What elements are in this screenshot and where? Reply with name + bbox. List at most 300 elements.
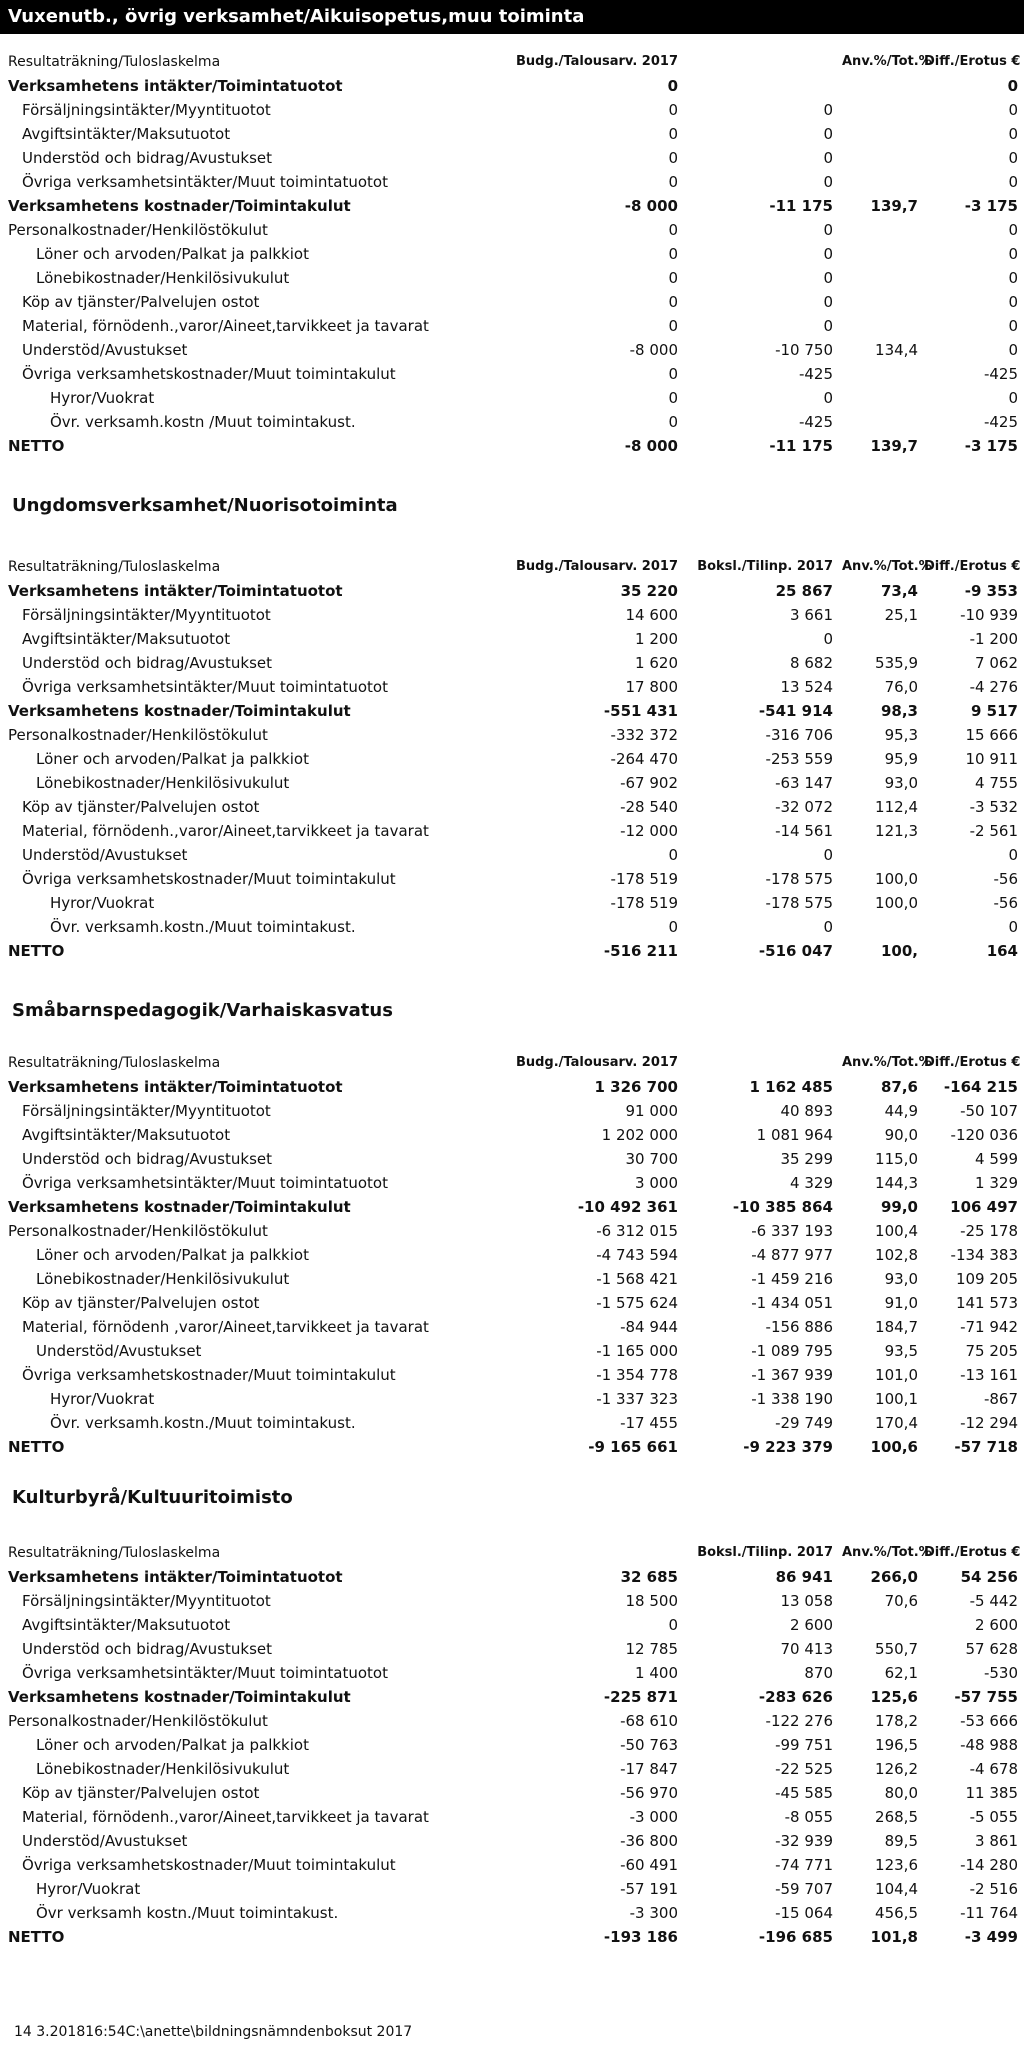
row-budget: 0 bbox=[667, 77, 678, 95]
row-diff: -4 678 bbox=[969, 1760, 1018, 1778]
table-row bbox=[0, 1195, 1024, 1219]
row-budget: 0 bbox=[668, 269, 678, 287]
row-diff: -3 175 bbox=[964, 437, 1018, 455]
row-diff: 4 599 bbox=[975, 1150, 1018, 1168]
row-diff: 0 bbox=[1008, 341, 1018, 359]
col-diff-header: Diff./Erotus € bbox=[924, 54, 1021, 69]
row-diff: -134 383 bbox=[950, 1246, 1018, 1264]
row-label: Övriga verksamhetsintäkter/Muut toimintatuotot bbox=[22, 1664, 388, 1682]
col-actual-header: Boksl./Tilinp. 2017 bbox=[697, 559, 833, 574]
table-header-row bbox=[0, 555, 1024, 579]
row-actual: 35 299 bbox=[780, 1150, 833, 1168]
row-diff: -57 718 bbox=[954, 1438, 1018, 1456]
row-actual: 0 bbox=[823, 389, 833, 407]
row-budget: -6 312 015 bbox=[596, 1222, 678, 1240]
row-diff: -530 bbox=[983, 1664, 1018, 1682]
row-pct: 62,1 bbox=[884, 1664, 918, 1682]
row-label: Hyror/Vuokrat bbox=[50, 894, 155, 912]
row-label: Verksamhetens intäkter/Toimintatuotot bbox=[8, 582, 343, 600]
row-diff: -56 bbox=[993, 870, 1018, 888]
row-diff: 15 666 bbox=[965, 726, 1018, 744]
row-pct: 25,1 bbox=[884, 606, 918, 624]
row-diff: 106 497 bbox=[950, 1198, 1018, 1216]
row-actual: -1 434 051 bbox=[751, 1294, 833, 1312]
row-label: Köp av tjänster/Palvelujen ostot bbox=[22, 1784, 260, 1802]
row-diff: 0 bbox=[1008, 173, 1018, 191]
row-pct: 90,0 bbox=[884, 1126, 918, 1144]
row-pct: 70,6 bbox=[884, 1592, 918, 1610]
row-label: Övr. verksamh.kostn /Muut toimintakust. bbox=[50, 413, 356, 431]
row-diff: 0 bbox=[1008, 125, 1018, 143]
row-budget: -9 165 661 bbox=[588, 1438, 678, 1456]
row-diff: 9 517 bbox=[971, 702, 1018, 720]
table-row bbox=[0, 1099, 1024, 1123]
section-kultur-table bbox=[0, 1541, 1024, 1949]
row-actual: 70 413 bbox=[780, 1640, 833, 1658]
row-label: Övriga verksamhetskostnader/Muut toimintakulut bbox=[22, 870, 396, 888]
row-diff: -56 bbox=[993, 894, 1018, 912]
row-label: Köp av tjänster/Palvelujen ostot bbox=[22, 293, 260, 311]
row-diff: -48 988 bbox=[960, 1736, 1018, 1754]
row-budget: 1 202 000 bbox=[601, 1126, 678, 1144]
row-label: Avgiftsintäkter/Maksutuotot bbox=[22, 125, 231, 143]
row-actual: 2 600 bbox=[790, 1616, 833, 1634]
row-budget: -36 800 bbox=[620, 1832, 678, 1850]
row-actual: 86 941 bbox=[775, 1568, 833, 1586]
row-budget: 1 200 bbox=[635, 630, 678, 648]
row-actual: -10 385 864 bbox=[732, 1198, 833, 1216]
row-diff: 141 573 bbox=[955, 1294, 1018, 1312]
row-pct: 100,0 bbox=[875, 894, 918, 912]
row-budget: 91 000 bbox=[625, 1102, 678, 1120]
table-row bbox=[0, 386, 1024, 410]
col-pct-header: Anv.%/Tot.% bbox=[842, 1545, 932, 1560]
row-budget: 14 600 bbox=[625, 606, 678, 624]
row-actual: 870 bbox=[804, 1664, 833, 1682]
table-row bbox=[0, 891, 1024, 915]
table-row bbox=[0, 170, 1024, 194]
row-pct: 73,4 bbox=[880, 582, 918, 600]
row-budget: -178 519 bbox=[610, 894, 678, 912]
row-label: Köp av tjänster/Palvelujen ostot bbox=[22, 798, 260, 816]
row-label: Understöd/Avustukset bbox=[36, 1342, 202, 1360]
row-diff: -10 939 bbox=[960, 606, 1018, 624]
table-row bbox=[0, 1781, 1024, 1805]
row-pct: 101,0 bbox=[875, 1366, 918, 1384]
row-label: Löner och arvoden/Palkat ja palkkiot bbox=[36, 1246, 309, 1264]
row-pct: 95,9 bbox=[884, 750, 918, 768]
row-actual: 0 bbox=[823, 101, 833, 119]
col-budget-header: Budg./Talousarv. 2017 bbox=[515, 559, 678, 574]
row-actual: -1 089 795 bbox=[751, 1342, 833, 1360]
row-actual: -14 561 bbox=[775, 822, 833, 840]
row-actual: -541 914 bbox=[758, 702, 833, 720]
row-actual: 3 661 bbox=[790, 606, 833, 624]
row-diff: 1 329 bbox=[975, 1174, 1018, 1192]
row-diff: 0 bbox=[1008, 918, 1018, 936]
row-actual: -11 175 bbox=[769, 437, 833, 455]
row-diff: -25 178 bbox=[960, 1222, 1018, 1240]
table-row bbox=[0, 1757, 1024, 1781]
row-label: Understöd/Avustukset bbox=[22, 846, 188, 864]
row-diff: 57 628 bbox=[965, 1640, 1018, 1658]
table-row bbox=[0, 1661, 1024, 1685]
row-label: Personalkostnader/Henkilöstökulut bbox=[8, 221, 268, 239]
row-budget: -68 610 bbox=[620, 1712, 678, 1730]
row-pct: 93,5 bbox=[884, 1342, 918, 1360]
table-row bbox=[0, 122, 1024, 146]
row-diff: 0 bbox=[1008, 293, 1018, 311]
row-pct: 196,5 bbox=[875, 1736, 918, 1754]
row-budget: 0 bbox=[668, 221, 678, 239]
row-label: Övr. verksamh.kostn./Muut toimintakust. bbox=[50, 918, 356, 936]
row-actual: -8 055 bbox=[784, 1808, 833, 1826]
row-label: Försäljningsintäkter/Myyntituotot bbox=[22, 101, 271, 119]
row-actual: -63 147 bbox=[775, 774, 833, 792]
row-budget: 0 bbox=[668, 149, 678, 167]
row-diff: 0 bbox=[1008, 221, 1018, 239]
netto-row bbox=[0, 434, 1024, 458]
row-actual: -1 459 216 bbox=[751, 1270, 833, 1288]
row-label: Verksamhetens intäkter/Toimintatuotot bbox=[8, 1078, 343, 1096]
table-row bbox=[0, 819, 1024, 843]
row-actual: 4 329 bbox=[790, 1174, 833, 1192]
header-band bbox=[0, 0, 1024, 34]
table-row bbox=[0, 194, 1024, 218]
row-budget: 32 685 bbox=[620, 1568, 678, 1586]
row-actual: -9 223 379 bbox=[743, 1438, 833, 1456]
row-label: Verksamhetens intäkter/Toimintatuotot bbox=[8, 77, 343, 95]
table-row bbox=[0, 627, 1024, 651]
row-pct: 91,0 bbox=[884, 1294, 918, 1312]
row-diff: -425 bbox=[983, 365, 1018, 383]
row-pct: 178,2 bbox=[875, 1712, 918, 1730]
col-diff-header: Diff./Erotus € bbox=[924, 1055, 1021, 1070]
row-diff: -164 215 bbox=[943, 1078, 1018, 1096]
row-diff: 75 205 bbox=[965, 1342, 1018, 1360]
row-actual: 0 bbox=[823, 269, 833, 287]
row-budget: -56 970 bbox=[620, 1784, 678, 1802]
table-row bbox=[0, 338, 1024, 362]
row-budget: -8 000 bbox=[624, 437, 678, 455]
row-budget: -57 191 bbox=[620, 1880, 678, 1898]
row-pct: 80,0 bbox=[884, 1784, 918, 1802]
row-actual: -4 877 977 bbox=[751, 1246, 833, 1264]
row-label: Övr. verksamh.kostn./Muut toimintakust. bbox=[50, 1414, 356, 1432]
row-actual: -32 939 bbox=[775, 1832, 833, 1850]
row-label: Verksamhetens kostnader/Toimintakulut bbox=[8, 702, 351, 720]
row-label: NETTO bbox=[8, 942, 65, 960]
row-budget: -17 847 bbox=[620, 1760, 678, 1778]
row-label: Övriga verksamhetsintäkter/Muut toimintatuotot bbox=[22, 1174, 388, 1192]
row-label: Personalkostnader/Henkilöstökulut bbox=[8, 1712, 268, 1730]
row-budget: -1 165 000 bbox=[596, 1342, 678, 1360]
netto-row bbox=[0, 1925, 1024, 1949]
row-label: Försäljningsintäkter/Myyntituotot bbox=[22, 1102, 271, 1120]
row-pct: 268,5 bbox=[875, 1808, 918, 1826]
row-label: NETTO bbox=[8, 1438, 65, 1456]
row-budget: 3 000 bbox=[635, 1174, 678, 1192]
row-pct: 100,4 bbox=[875, 1222, 918, 1240]
row-budget: -1 575 624 bbox=[596, 1294, 678, 1312]
row-budget: -50 763 bbox=[620, 1736, 678, 1754]
table-row bbox=[0, 1685, 1024, 1709]
row-budget: 0 bbox=[668, 1616, 678, 1634]
row-actual: -59 707 bbox=[775, 1880, 833, 1898]
row-pct: 87,6 bbox=[880, 1078, 918, 1096]
row-label: Verksamhetens kostnader/Toimintakulut bbox=[8, 197, 351, 215]
table-row bbox=[0, 1339, 1024, 1363]
table-row bbox=[0, 723, 1024, 747]
col-budget-header: Budg./Talousarv. 2017 bbox=[515, 1055, 678, 1070]
row-actual: 0 bbox=[823, 221, 833, 239]
row-budget: 1 400 bbox=[635, 1664, 678, 1682]
row-label: Understöd/Avustukset bbox=[22, 1832, 188, 1850]
row-label: Övriga verksamhetsintäkter/Muut toimintatuotot bbox=[22, 173, 388, 191]
row-pct: 134,4 bbox=[875, 341, 918, 359]
row-diff: -57 755 bbox=[954, 1688, 1018, 1706]
row-budget: -3 000 bbox=[629, 1808, 678, 1826]
table-row bbox=[0, 675, 1024, 699]
row-label: Hyror/Vuokrat bbox=[50, 389, 155, 407]
table-row bbox=[0, 362, 1024, 386]
row-budget: -84 944 bbox=[620, 1318, 678, 1336]
row-pct: 100,1 bbox=[875, 1390, 918, 1408]
section-title: Kulturbyrå/Kultuuritoimisto bbox=[12, 1487, 293, 1508]
row-label: Understöd och bidrag/Avustukset bbox=[22, 1150, 272, 1168]
row-label: Material, förnödenh.,varor/Aineet,tarvikkeet ja tavarat bbox=[22, 317, 429, 335]
table-row bbox=[0, 1411, 1024, 1435]
row-diff: -9 353 bbox=[964, 582, 1018, 600]
row-budget: -332 372 bbox=[610, 726, 678, 744]
table-header-row bbox=[0, 1541, 1024, 1565]
table-row bbox=[0, 1315, 1024, 1339]
row-diff: 0 bbox=[1007, 77, 1018, 95]
table-row bbox=[0, 1733, 1024, 1757]
row-budget: -12 000 bbox=[620, 822, 678, 840]
row-pct: 104,4 bbox=[875, 1880, 918, 1898]
row-budget: 1 326 700 bbox=[594, 1078, 678, 1096]
table-row bbox=[0, 651, 1024, 675]
row-actual: -196 685 bbox=[758, 1928, 833, 1946]
col-label-header: Resultaträkning/Tuloslaskelma bbox=[8, 559, 221, 575]
row-actual: 40 893 bbox=[780, 1102, 833, 1120]
row-budget: 18 500 bbox=[625, 1592, 678, 1610]
row-diff: 2 600 bbox=[975, 1616, 1018, 1634]
row-diff: 0 bbox=[1008, 245, 1018, 263]
row-actual: -253 559 bbox=[765, 750, 833, 768]
row-actual: -32 072 bbox=[775, 798, 833, 816]
row-actual: 25 867 bbox=[775, 582, 833, 600]
row-label: Övriga verksamhetskostnader/Muut toimintakulut bbox=[22, 1366, 396, 1384]
col-diff-header: Diff./Erotus € bbox=[924, 1545, 1021, 1560]
row-actual: 0 bbox=[823, 245, 833, 263]
page-title: Vuxenutb., övrig verksamhet/Aikuisopetus,muu toiminta bbox=[8, 6, 585, 27]
row-diff: -425 bbox=[983, 413, 1018, 431]
table-row bbox=[0, 1387, 1024, 1411]
row-diff: 164 bbox=[986, 942, 1018, 960]
row-budget: -1 568 421 bbox=[596, 1270, 678, 1288]
row-budget: 0 bbox=[668, 365, 678, 383]
row-label: Löner och arvoden/Palkat ja palkkiot bbox=[36, 750, 309, 768]
row-budget: 0 bbox=[668, 173, 678, 191]
row-label: Personalkostnader/Henkilöstökulut bbox=[8, 1222, 268, 1240]
row-label: Material, förnödenh.,varor/Aineet,tarvikkeet ja tavarat bbox=[22, 822, 429, 840]
row-pct: 144,3 bbox=[875, 1174, 918, 1192]
row-label: Försäljningsintäkter/Myyntituotot bbox=[22, 1592, 271, 1610]
row-diff: 3 861 bbox=[975, 1832, 1018, 1850]
table-row bbox=[0, 1565, 1024, 1589]
table-row bbox=[0, 867, 1024, 891]
col-label-header: Resultaträkning/Tuloslaskelma bbox=[8, 54, 221, 70]
row-diff: -1 200 bbox=[969, 630, 1018, 648]
table-row bbox=[0, 1075, 1024, 1099]
section-vuxenutb-table bbox=[0, 50, 1024, 458]
row-actual: -122 276 bbox=[765, 1712, 833, 1730]
row-diff: -867 bbox=[983, 1390, 1018, 1408]
table-row bbox=[0, 74, 1024, 98]
row-actual: 0 bbox=[823, 317, 833, 335]
row-budget: 0 bbox=[668, 101, 678, 119]
row-actual: 0 bbox=[823, 918, 833, 936]
row-budget: -225 871 bbox=[603, 1688, 678, 1706]
row-budget: -4 743 594 bbox=[596, 1246, 678, 1264]
row-actual: 0 bbox=[823, 630, 833, 648]
table-row bbox=[0, 242, 1024, 266]
row-actual: -11 175 bbox=[769, 197, 833, 215]
row-budget: 0 bbox=[668, 918, 678, 936]
netto-row bbox=[0, 939, 1024, 963]
row-actual: 8 682 bbox=[790, 654, 833, 672]
row-pct: 184,7 bbox=[875, 1318, 918, 1336]
row-pct: 126,2 bbox=[875, 1760, 918, 1778]
table-row bbox=[0, 579, 1024, 603]
row-actual: -22 525 bbox=[775, 1760, 833, 1778]
row-budget: -8 000 bbox=[629, 341, 678, 359]
table-row bbox=[0, 266, 1024, 290]
row-label: Avgiftsintäkter/Maksutuotot bbox=[22, 1616, 231, 1634]
row-budget: -264 470 bbox=[610, 750, 678, 768]
row-actual: -156 886 bbox=[765, 1318, 833, 1336]
row-label: Övriga verksamhetskostnader/Muut toimintakulut bbox=[22, 1856, 396, 1874]
row-actual: -1 338 190 bbox=[751, 1390, 833, 1408]
table-row bbox=[0, 771, 1024, 795]
row-diff: -50 107 bbox=[960, 1102, 1018, 1120]
row-pct: 535,9 bbox=[875, 654, 918, 672]
row-pct: 98,3 bbox=[880, 702, 918, 720]
row-budget: -516 211 bbox=[603, 942, 678, 960]
row-actual: -99 751 bbox=[775, 1736, 833, 1754]
row-label: Övriga verksamhetskostnader/Muut toimintakulut bbox=[22, 365, 396, 383]
table-row bbox=[0, 1901, 1024, 1925]
row-pct: 139,7 bbox=[870, 437, 918, 455]
col-pct-header: Anv.%/Tot.% bbox=[842, 559, 932, 574]
row-actual: -1 367 939 bbox=[751, 1366, 833, 1384]
row-label: Understöd och bidrag/Avustukset bbox=[22, 654, 272, 672]
table-row bbox=[0, 1805, 1024, 1829]
section-title: Småbarnspedagogik/Varhaiskasvatus bbox=[12, 1000, 393, 1021]
row-actual: -283 626 bbox=[758, 1688, 833, 1706]
row-label: Understöd och bidrag/Avustukset bbox=[22, 149, 272, 167]
row-label: Försäljningsintäkter/Myyntituotot bbox=[22, 606, 271, 624]
table-row bbox=[0, 410, 1024, 434]
table-row bbox=[0, 1219, 1024, 1243]
row-label: NETTO bbox=[8, 1928, 65, 1946]
row-budget: 0 bbox=[668, 389, 678, 407]
row-budget: -3 300 bbox=[629, 1904, 678, 1922]
section-title: Ungdomsverksamhet/Nuorisotoiminta bbox=[12, 495, 398, 516]
row-actual: 1 081 964 bbox=[756, 1126, 833, 1144]
row-actual: 0 bbox=[823, 149, 833, 167]
table-row bbox=[0, 1829, 1024, 1853]
col-diff-header: Diff./Erotus € bbox=[924, 559, 1021, 574]
row-label: Hyror/Vuokrat bbox=[36, 1880, 141, 1898]
row-label: Övr verksamh kostn./Muut toimintakust. bbox=[36, 1904, 339, 1922]
row-pct: 170,4 bbox=[875, 1414, 918, 1432]
row-budget: -193 186 bbox=[603, 1928, 678, 1946]
table-row bbox=[0, 1267, 1024, 1291]
row-label: Övriga verksamhetsintäkter/Muut toimintatuotot bbox=[22, 678, 388, 696]
table-row bbox=[0, 1589, 1024, 1613]
row-diff: -5 442 bbox=[969, 1592, 1018, 1610]
row-budget: 30 700 bbox=[625, 1150, 678, 1168]
row-budget: -1 354 778 bbox=[596, 1366, 678, 1384]
row-actual: -6 337 193 bbox=[751, 1222, 833, 1240]
row-label: Avgiftsintäkter/Maksutuotot bbox=[22, 630, 231, 648]
col-actual-header: Boksl./Tilinp. 2017 bbox=[697, 1545, 833, 1560]
row-budget: 0 bbox=[668, 125, 678, 143]
row-budget: 17 800 bbox=[625, 678, 678, 696]
row-budget: 0 bbox=[668, 413, 678, 431]
row-pct: 76,0 bbox=[884, 678, 918, 696]
row-pct: 266,0 bbox=[870, 1568, 918, 1586]
col-pct-header: Anv.%/Tot.% bbox=[842, 1055, 932, 1070]
row-budget: 1 620 bbox=[635, 654, 678, 672]
row-label: Understöd och bidrag/Avustukset bbox=[22, 1640, 272, 1658]
row-actual: -178 575 bbox=[765, 870, 833, 888]
row-budget: -17 455 bbox=[620, 1414, 678, 1432]
row-label: Lönebikostnader/Henkilösivukulut bbox=[36, 269, 290, 287]
table-row bbox=[0, 1853, 1024, 1877]
row-budget: -60 491 bbox=[620, 1856, 678, 1874]
row-label: NETTO bbox=[8, 437, 65, 455]
row-pct: 456,5 bbox=[875, 1904, 918, 1922]
row-diff: -2 516 bbox=[969, 1880, 1018, 1898]
row-pct: 99,0 bbox=[880, 1198, 918, 1216]
row-budget: 0 bbox=[668, 846, 678, 864]
netto-row bbox=[0, 1435, 1024, 1459]
row-diff: -3 499 bbox=[964, 1928, 1018, 1946]
row-pct: 112,4 bbox=[875, 798, 918, 816]
row-actual: 13 058 bbox=[780, 1592, 833, 1610]
row-pct: 93,0 bbox=[884, 774, 918, 792]
row-budget: -551 431 bbox=[603, 702, 678, 720]
table-row bbox=[0, 314, 1024, 338]
row-diff: -2 561 bbox=[969, 822, 1018, 840]
row-diff: 0 bbox=[1008, 101, 1018, 119]
table-row bbox=[0, 146, 1024, 170]
row-label: Material, förnödenh ,varor/Aineet,tarvikkeet ja tavarat bbox=[22, 1318, 429, 1336]
row-diff: -71 942 bbox=[960, 1318, 1018, 1336]
row-budget: -67 902 bbox=[620, 774, 678, 792]
row-diff: -4 276 bbox=[969, 678, 1018, 696]
row-actual: -425 bbox=[798, 413, 833, 431]
col-budget-header: Budg./Talousarv. 2017 bbox=[515, 54, 678, 69]
row-label: Personalkostnader/Henkilöstökulut bbox=[8, 726, 268, 744]
row-diff: 109 205 bbox=[955, 1270, 1018, 1288]
row-budget: -178 519 bbox=[610, 870, 678, 888]
row-actual: 13 524 bbox=[780, 678, 833, 696]
